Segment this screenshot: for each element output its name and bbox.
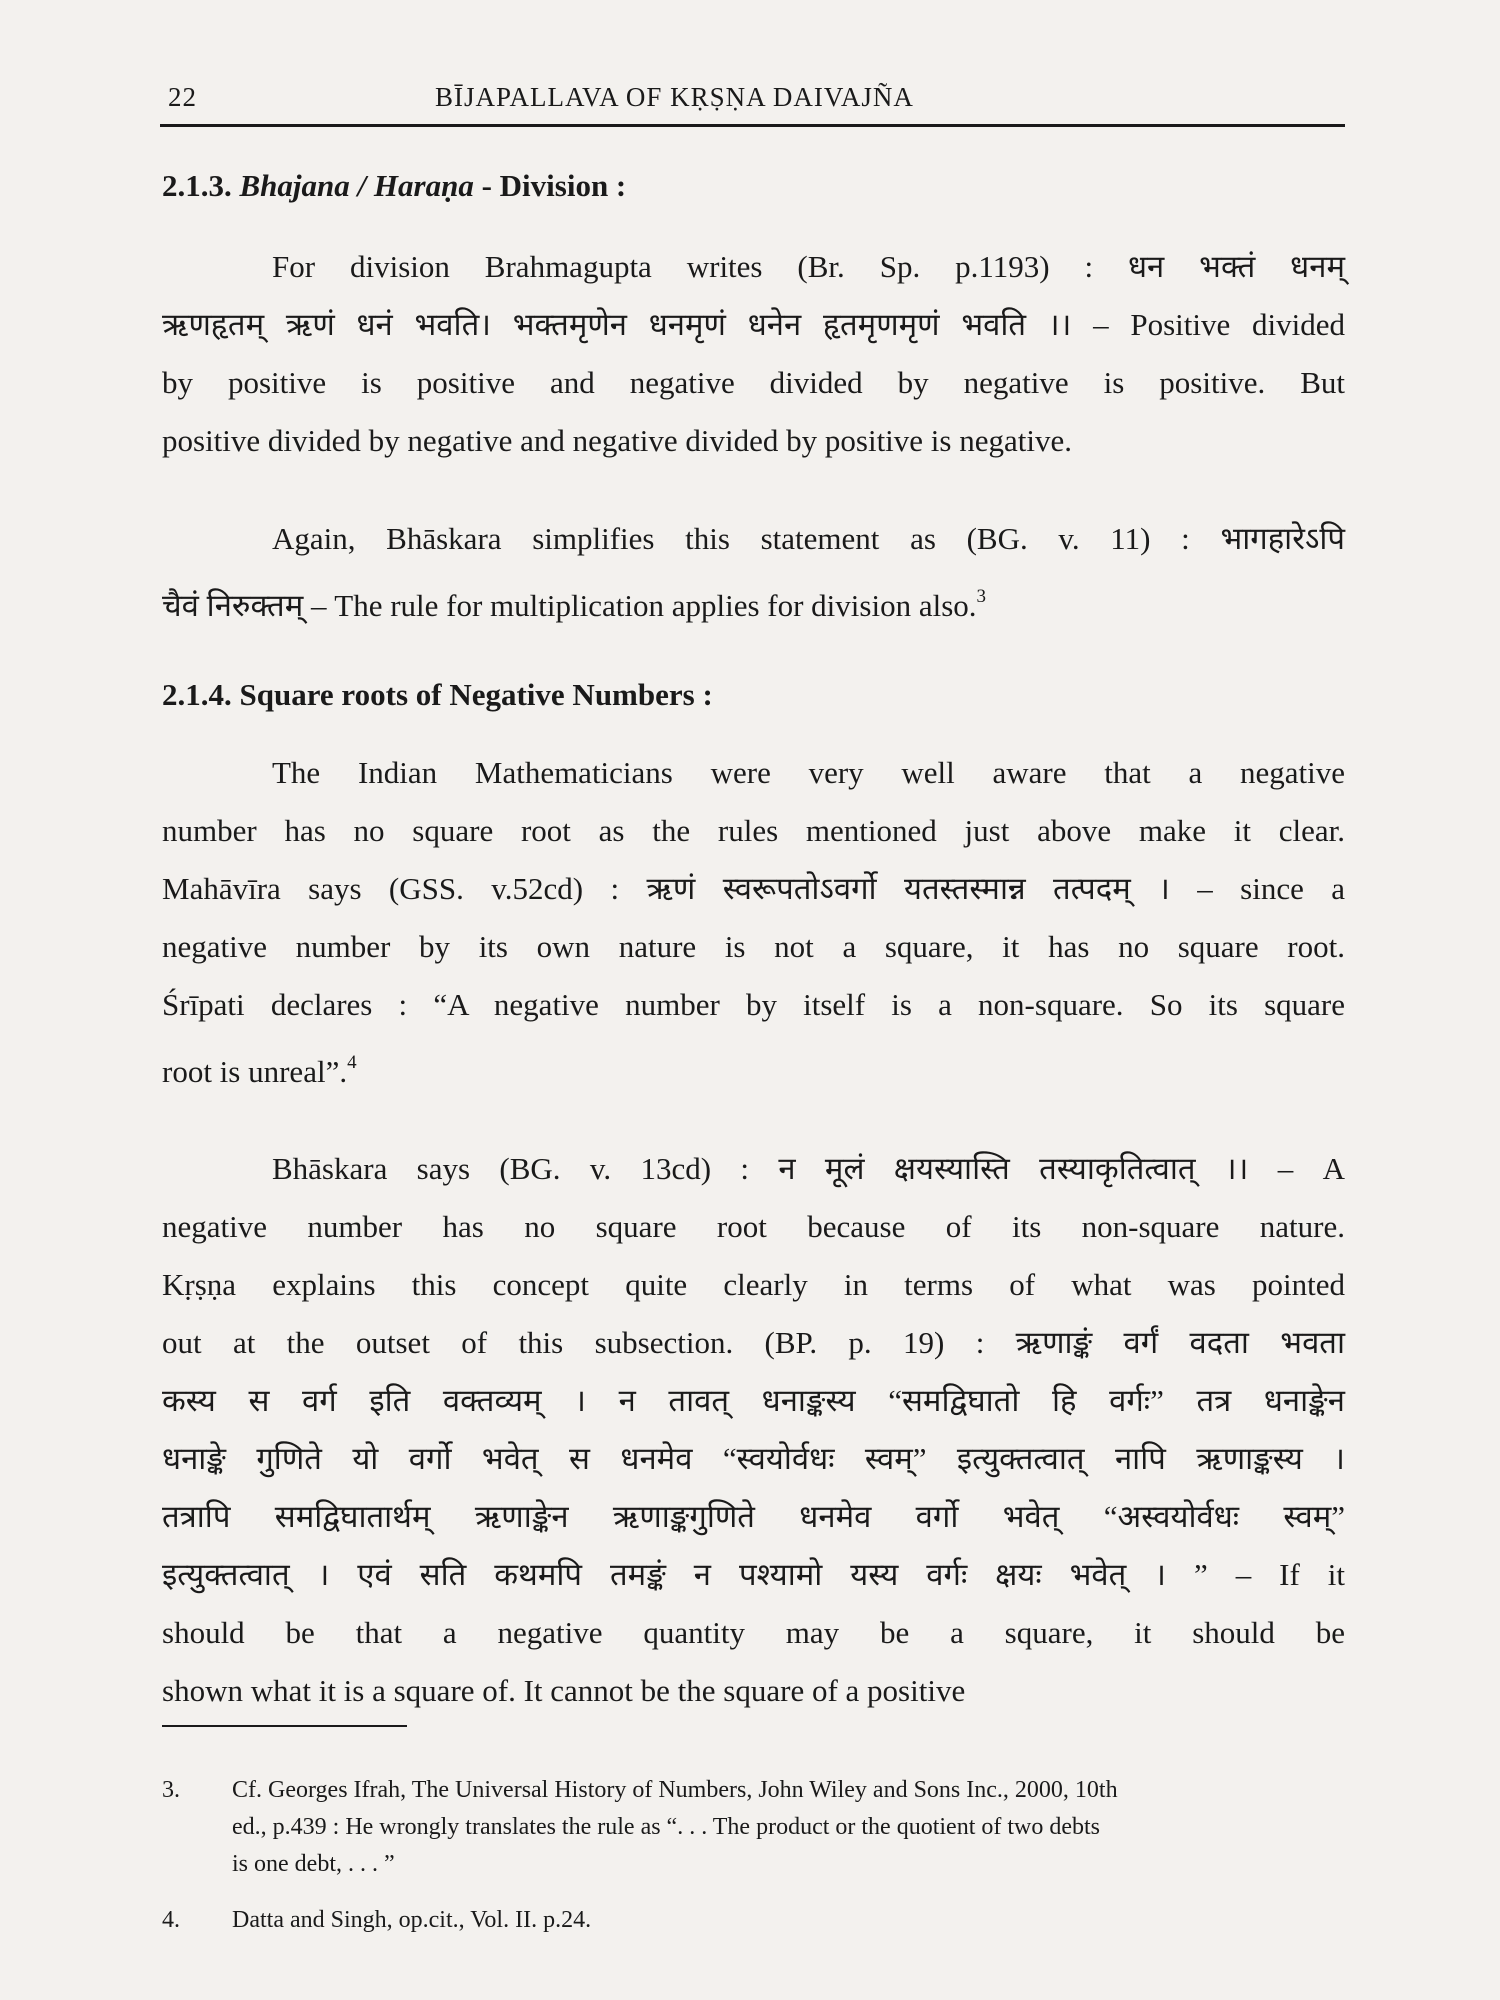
text-line: should be that a negative quantity may be a square, it should be	[162, 1615, 1345, 1650]
text-line: Mahāvīra says (GSS. v.52cd) : ऋणं स्वरूपतोऽवर्गो यतस्तस्मान्न तत्पदम् । – since a	[162, 871, 1345, 906]
text-line: shown what it is a square of. It cannot be the square of a positive	[162, 1673, 966, 1708]
footnote-body	[232, 1902, 1345, 1939]
text-line: out at the outset of this subsection. (BP. p. 19) : ऋणाङ्कं वर्गं वदता भवता	[162, 1325, 1345, 1360]
heading-rest: - Division :	[481, 168, 627, 203]
text-line: Bhāskara says (BG. v. 13cd) : न मूलं क्षयस्यास्ति तस्याकृतित्वात् ।। – A	[272, 1151, 1345, 1186]
section-heading-division	[162, 168, 626, 204]
footnote-line: Datta and Singh, op.cit., Vol. II. p.24.	[232, 1907, 592, 1933]
text-line	[162, 1034, 1345, 1101]
text-line: by positive is positive and negative divided by negative is positive. But	[162, 365, 1345, 400]
text-line: कस्य स वर्ग इति वक्तव्यम् । न तावत् धनाङ्कस्य “समद्विघातो हि वर्गः” तत्र धनाङ्केन	[162, 1383, 1345, 1418]
footnote-line: ed., p.439 : He wrongly translates the rule as “. . . The product or the quotient of two debts	[232, 1814, 1101, 1840]
paragraph-bhaskara-krsna	[162, 1140, 1345, 1720]
heading-number: 2.1.3.	[162, 168, 232, 203]
footnote-3	[162, 1772, 1345, 1892]
heading-separator: /	[357, 168, 367, 203]
text-line: number has no square root as the rules mentioned just above make it clear.	[162, 813, 1345, 848]
text-line: Kṛṣṇa explains this concept quite clearly in terms of what was pointed	[162, 1267, 1345, 1302]
footnote-number: 3.	[162, 1777, 180, 1803]
heading-term-harana: Haraṇa	[373, 168, 474, 203]
text-line: धनाङ्के गुणिते यो वर्गो भवेत् स धनमेव “स्वयोर्वधः स्वम्” इत्युक्तत्वात् नापि ऋणाङ्कस्य ।	[162, 1441, 1345, 1476]
footnote-line: is one debt, . . . ”	[232, 1851, 395, 1877]
text-line: negative number by its own nature is not a square, it has no square root.	[162, 929, 1345, 964]
section-heading-square-roots: 2.1.4. Square roots of Negative Numbers :	[162, 677, 713, 712]
paragraph-division	[162, 238, 1345, 470]
running-title: BĪJAPALLAVA OF KṚṢṆA DAIVAJÑA	[435, 82, 914, 112]
text-line: positive divided by negative and negative divided by positive is negative.	[162, 423, 1072, 458]
text-line-body: root is unreal”.	[162, 1054, 348, 1089]
footnote-line: Cf. Georges Ifrah, The Universal History of Numbers, John Wiley and Sons Inc., 2000, 10th	[232, 1777, 1118, 1803]
text-line-body: चैवं निरुक्तम् – The rule for multiplication applies for division also.	[162, 588, 977, 623]
footnote-4	[162, 1902, 1345, 1942]
text-line: For division Brahmagupta writes (Br. Sp. p.1193) : धन भक्तं धनम्	[272, 249, 1345, 284]
text-line: इत्युक्तत्वात् । एवं सति कथमपि तमङ्कं न पश्यामो यस्य वर्गः क्षयः भवेत् । ” – If it	[162, 1557, 1345, 1592]
text-line	[162, 568, 1345, 635]
footnote-divider	[162, 1725, 407, 1727]
footnote-ref-4: 4	[347, 1052, 357, 1073]
page-header	[160, 78, 1345, 127]
footnote-ref-3: 3	[976, 586, 987, 607]
paragraph-square-roots	[162, 744, 1345, 1101]
paragraph-bhaskara-division	[162, 510, 1345, 635]
text-line: The Indian Mathematicians were very well aware that a negative	[272, 755, 1345, 790]
footnote-number: 4.	[162, 1907, 180, 1933]
text-line: ऋणहृतम् ऋणं धनं भवति। भक्तमृणेन धनमृणं धनेन हृतमृणमृणं भवति ।। – Positive divided	[162, 307, 1345, 342]
footnote-body	[232, 1772, 1345, 1883]
text-line: Śrīpati declares : “A negative number by itself is a non-square. So its square	[162, 987, 1345, 1022]
text-line: तत्रापि समद्विघातार्थम् ऋणाङ्केन ऋणाङ्कगुणिते धनमेव वर्गो भवेत् “अस्वयोर्वधः स्वम्”	[162, 1499, 1345, 1534]
heading-term-bhajana: Bhajana	[239, 168, 350, 203]
page-number: 22	[168, 82, 197, 112]
text-line: Again, Bhāskara simplifies this statement as (BG. v. 11) : भागहारेऽपि	[272, 521, 1345, 556]
text-line: negative number has no square root because of its non-square nature.	[162, 1209, 1345, 1244]
